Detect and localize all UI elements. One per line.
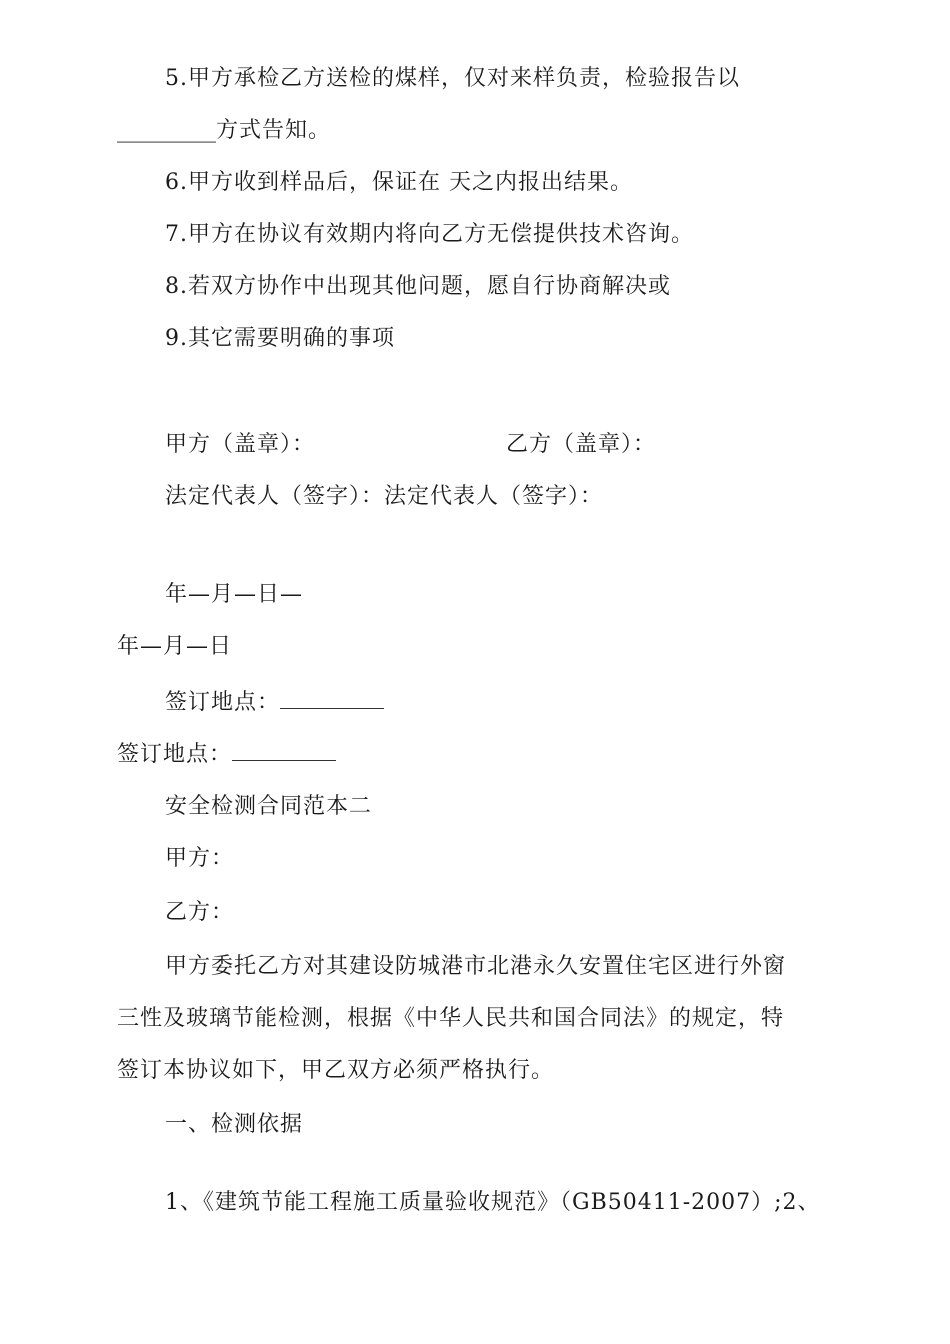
date-line-2: 年—月—日 (117, 634, 233, 659)
clause-9: 9.其它需要明确的事项 (165, 326, 395, 351)
party-a-label: 甲方： (165, 846, 235, 871)
signing-place-2-label: 签订地点： (117, 742, 233, 767)
paragraph-line-2: 三性及玻璃节能检测，根据《中华人民共和国合同法》的规定，特 (117, 1006, 785, 1031)
paragraph-line-1: 甲方委托乙方对其建设防城港市北港永久安置住宅区进行外窗 (165, 954, 787, 979)
signing-place-1 (165, 686, 384, 718)
legal-representative-signatures: 法定代表人（签字）：法定代表人（签字）： (165, 484, 604, 509)
clause-5-continued (117, 116, 331, 146)
blank-field: _________ (117, 118, 216, 143)
paragraph-line-3: 签订本协议如下，甲乙双方必须严格执行。 (117, 1058, 555, 1083)
signing-place-1-label: 签订地点： (165, 690, 281, 715)
section-heading-1: 一、检测依据 (165, 1112, 304, 1137)
clause-6: 6.甲方收到样品后，保证在 天之内报出结果。 (165, 170, 633, 195)
clause-7: 7.甲方在协议有效期内将向乙方无偿提供技术咨询。 (165, 222, 694, 247)
party-b-seal: 乙方（盖章）： (506, 432, 657, 457)
party-b-label: 乙方： (165, 900, 235, 925)
clause-5-tail: 方式告知。 (216, 118, 332, 143)
date-line-1: 年—月—日— (165, 582, 304, 607)
signing-place-2 (117, 738, 336, 770)
clause-8: 8.若双方协作中出现其他问题，愿自行协商解决或 (165, 274, 671, 299)
basis-item-1: 1、《建筑节能工程施工质量验收规范》（GB50411-2007）;2、 (165, 1190, 821, 1215)
party-a-seal: 甲方（盖章）： (165, 432, 316, 457)
clause-5: 5.甲方承检乙方送检的煤样，仅对来样负责，检验报告以 (165, 66, 740, 91)
signing-place-1-blank (280, 686, 384, 709)
template-title: 安全检测合同范本二 (165, 794, 373, 819)
signing-place-2-blank (232, 738, 336, 761)
